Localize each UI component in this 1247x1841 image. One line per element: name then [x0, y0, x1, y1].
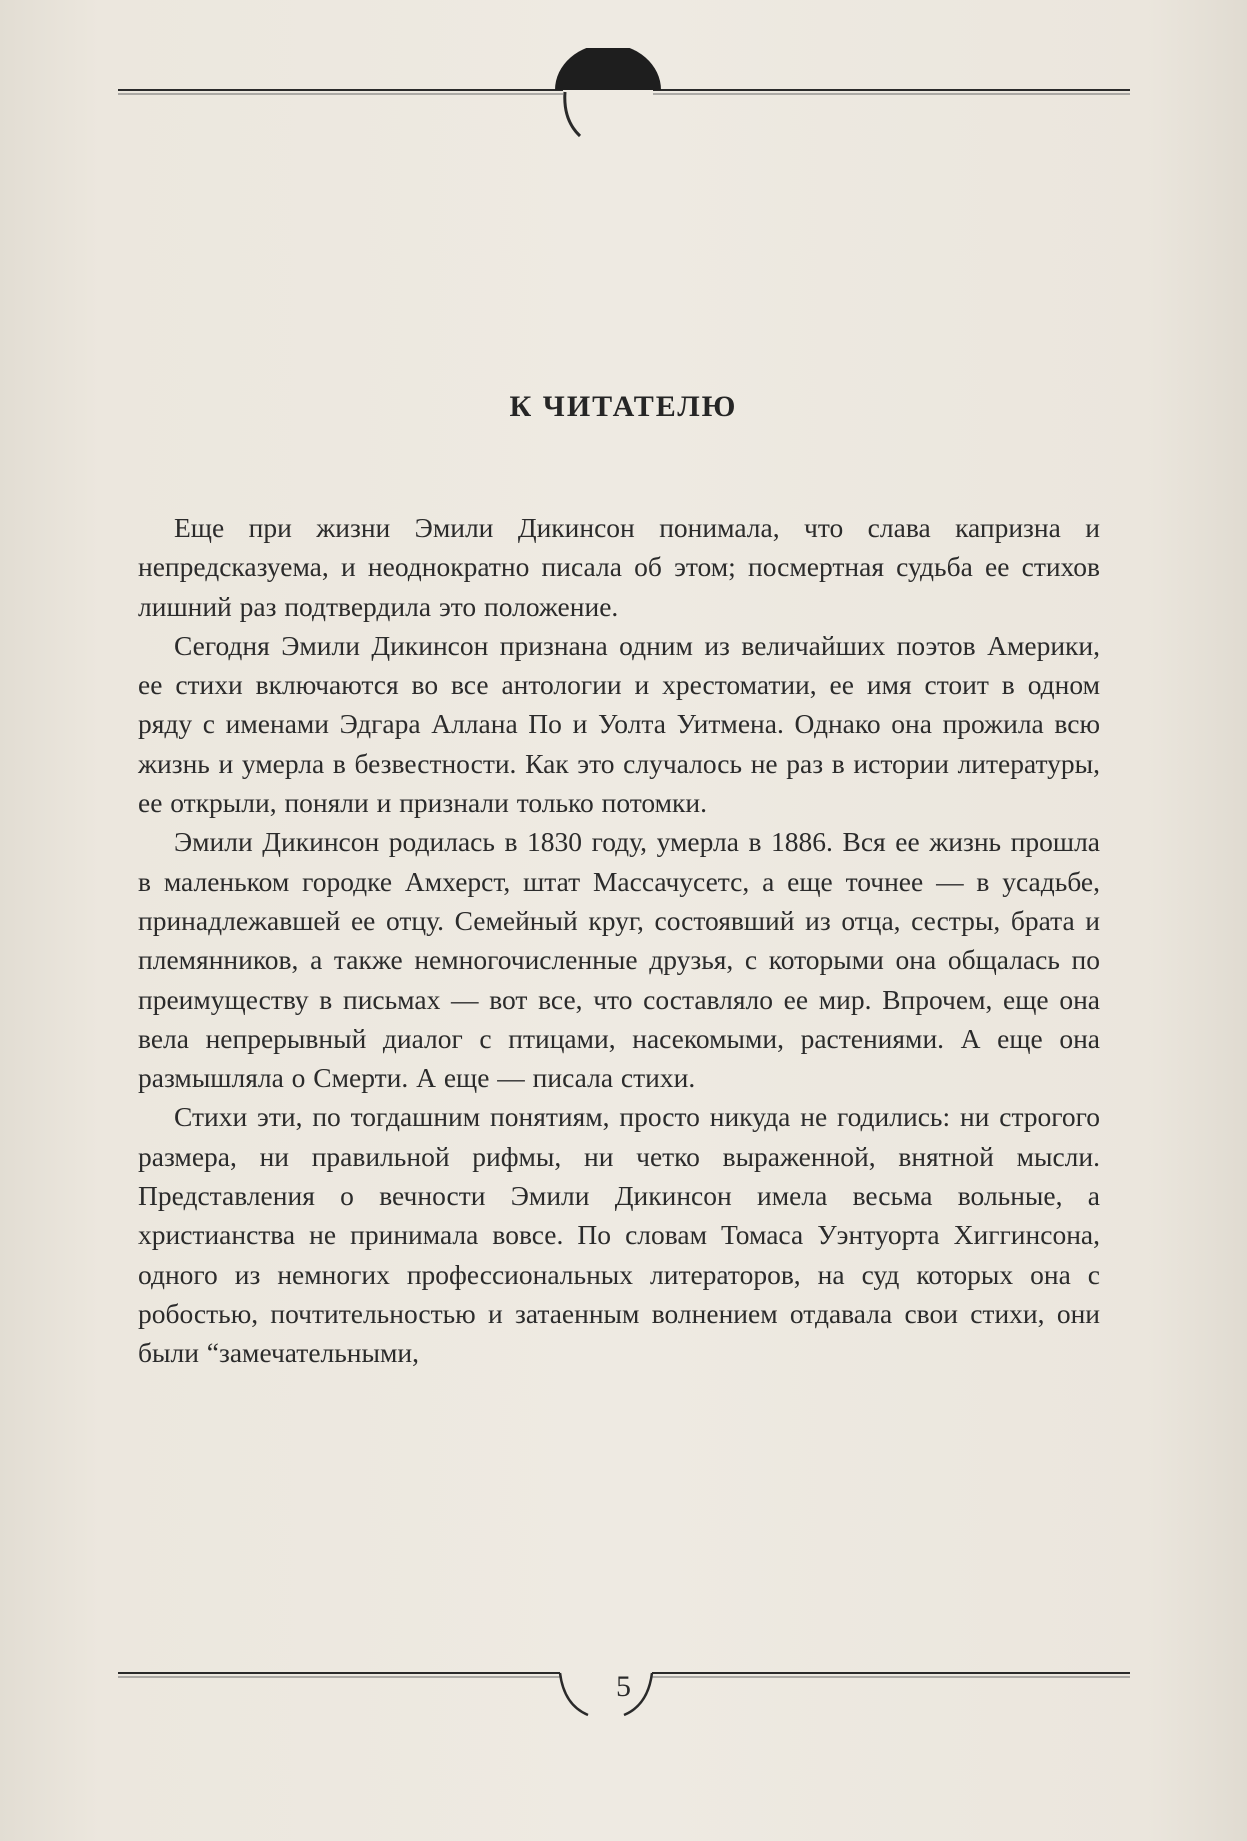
- page-number: 5: [616, 1670, 631, 1703]
- header-rule-ornament: [118, 48, 1130, 148]
- paragraph-3: Эмили Дикинсон родилась в 1830 году, умерла в 1886. Вся ее жизнь прошла в маленьком городке Амхерст, штат Массачусетс, а еще точнее — в усадьбе, принадлежавшей ее отцу. Семейный круг, состоявший из отца, сестры, брата и племянников, а также немногочисленные друзья, с которыми она общалась по преимуществу в письмах — вот все, что составляло ее мир. Впрочем, еще она вела непрерывный диалог с птицами, насекомыми, растениями. А еще она размышляла о Смерти. А еще — писала стихи.: [138, 826, 1100, 1094]
- chapter-heading: К ЧИТАТЕЛЮ: [509, 390, 738, 423]
- paragraph-2: Сегодня Эмили Дикинсон признана одним из величайших поэтов Америки, ее стихи включаются во все антологии и хрестоматии, ее имя стоит в одном ряду с именами Эдгара Аллана По и Уолта Уитмена. Однако она прожила всю жизнь и умерла в безвестности. Как это случалось не раз в истории литературы, ее открыли, поняли и признали только потомки.: [138, 629, 1100, 819]
- paragraph-1: Еще при жизни Эмили Дикинсон понимала, что слава капризна и непредсказуема, и неоднократно писала об этом; посмертная судьба ее стихов лишний раз подтвердила это положение.: [138, 512, 1100, 622]
- body-text: [138, 508, 1100, 1373]
- paragraph-4: Стихи эти, по тогдашним понятиям, просто никуда не годились: ни строгого размера, ни правильной рифмы, ни четко выраженной, внятной мысли. Представления о вечности Эмили Дикинсон имела весьма вольные, а христианства не принимала вовсе. По словам Томаса Уэнтуорта Хиггинсона, одного из немногих профессиональных литераторов, на суд которых она с робостью, почтительностью и затаенным волнением отдавала свои стихи, они были “замечательными,: [138, 1101, 1100, 1369]
